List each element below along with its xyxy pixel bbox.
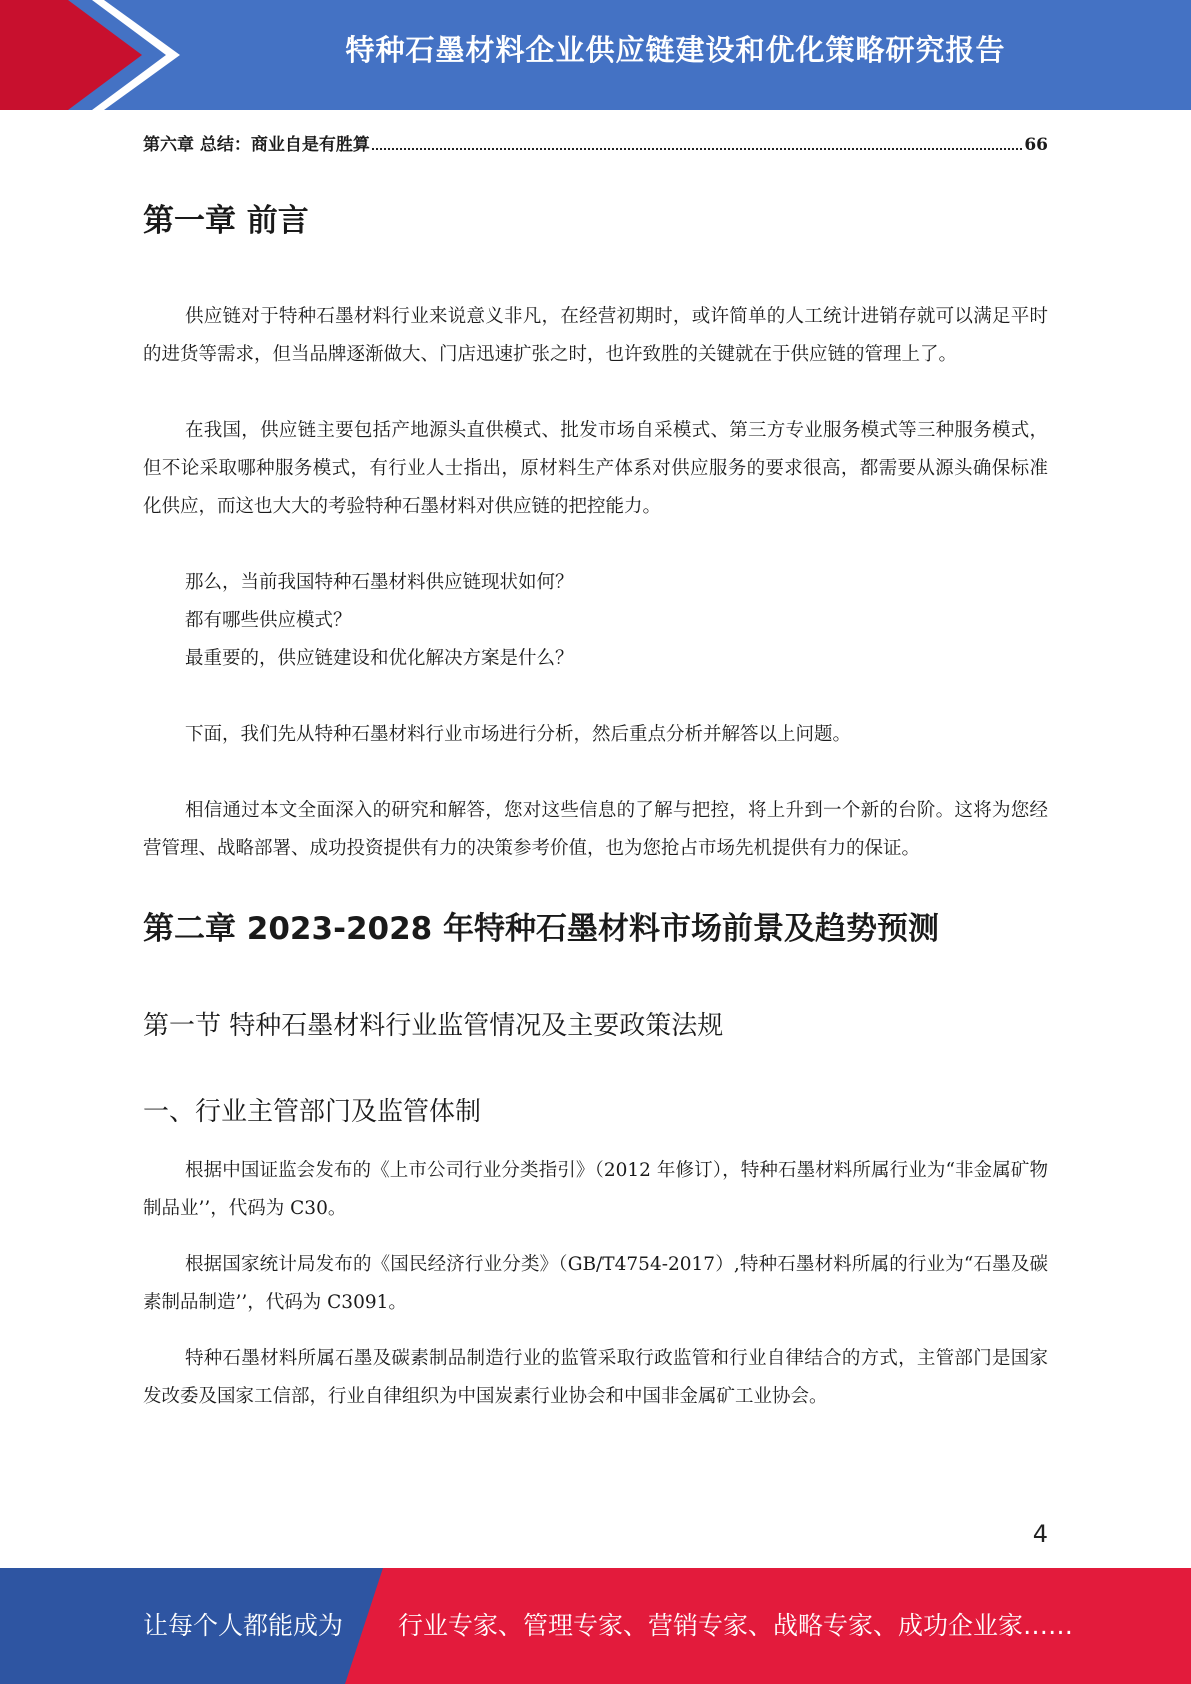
chapter-2-title: 第二章 2023-2028 年特种石墨材料市场前景及趋势预测 <box>143 911 940 947</box>
toc-entry-page: 66 <box>1024 135 1048 155</box>
document-body <box>143 196 1048 1416</box>
toc-entry[interactable] <box>143 130 1048 156</box>
footer-slogan-left: 让每个人都能成为 <box>143 1611 344 1640</box>
chapter-1-paragraph-2: 在我国，供应链主要包括产地源头直供模式、批发市场自采模式、第三方专业服务模式等三种服务模式，但不论采取哪种服务模式，有行业人士指出，原材料生产体系对供应服务的要求很高，都需要从源头确保标准化供应，而这也大大的考验特种石墨材料对供应链的把控能力。 <box>143 420 1048 517</box>
question-3: 最重要的，供应链建设和优化解决方案是什么？ <box>185 648 574 669</box>
footer-slogan-right: 行业专家、管理专家、营销专家、战略专家、成功企业家…… <box>398 1611 1074 1640</box>
toc-dot-leader <box>372 147 1022 150</box>
chapter-2-paragraph-2: 根据国家统计局发布的《国民经济行业分类》（GB/T4754-2017）,特种石墨材料所属的行业为“石墨及碳素制品制造’’，代码为 C3091。 <box>143 1254 1048 1313</box>
subsection-1-title: 一、行业主管部门及监管体制 <box>143 1097 482 1127</box>
chapter-1-paragraph-1: 供应链对于特种石墨材料行业来说意义非凡，在经营初期时，或许简单的人工统计进销存就可以满足平时的进货等需求，但当品牌逐渐做大、门店迅速扩张之时，也许致胜的关键就在于供应链的管理上了。 <box>143 306 1048 365</box>
chapter-1-title: 第一章 前言 <box>143 203 309 239</box>
chapter-1-paragraph-last: 相信通过本文全面深入的研究和解答，您对这些信息的了解与把控，将上升到一个新的台阶。这将为您经营管理、战略部署、成功投资提供有力的决策参考价值，也为您抢占市场先机提供有力的保证。 <box>143 800 1048 859</box>
chapter-2-paragraph-1: 根据中国证监会发布的《上市公司行业分类指引》（2012 年修订），特种石墨材料所属行业为“非金属矿物制品业’’，代码为 C30。 <box>143 1160 1048 1219</box>
page-header <box>0 0 1191 110</box>
question-1: 那么，当前我国特种石墨材料供应链现状如何？ <box>185 572 574 593</box>
question-2: 都有哪些供应模式？ <box>185 610 352 631</box>
page-footer <box>0 1568 1191 1684</box>
header-title: 特种石墨材料企业供应链建设和优化策略研究报告 <box>345 33 1006 67</box>
page-number: 4 <box>1032 1520 1048 1548</box>
toc-entry-label: 第六章 总结：商业自是有胜算 <box>143 135 370 155</box>
chapter-2-paragraph-3: 特种石墨材料所属石墨及碳素制品制造行业的监管采取行政监管和行业自律结合的方式，主管部门是国家发改委及国家工信部，行业自律组织为中国炭素行业协会和中国非金属矿工业协会。 <box>143 1348 1048 1407</box>
chapter-1-paragraph-next: 下面，我们先从特种石墨材料行业市场进行分析，然后重点分析并解答以上问题。 <box>185 724 852 745</box>
section-1-title: 第一节 特种石墨材料行业监管情况及主要政策法规 <box>143 1011 724 1041</box>
